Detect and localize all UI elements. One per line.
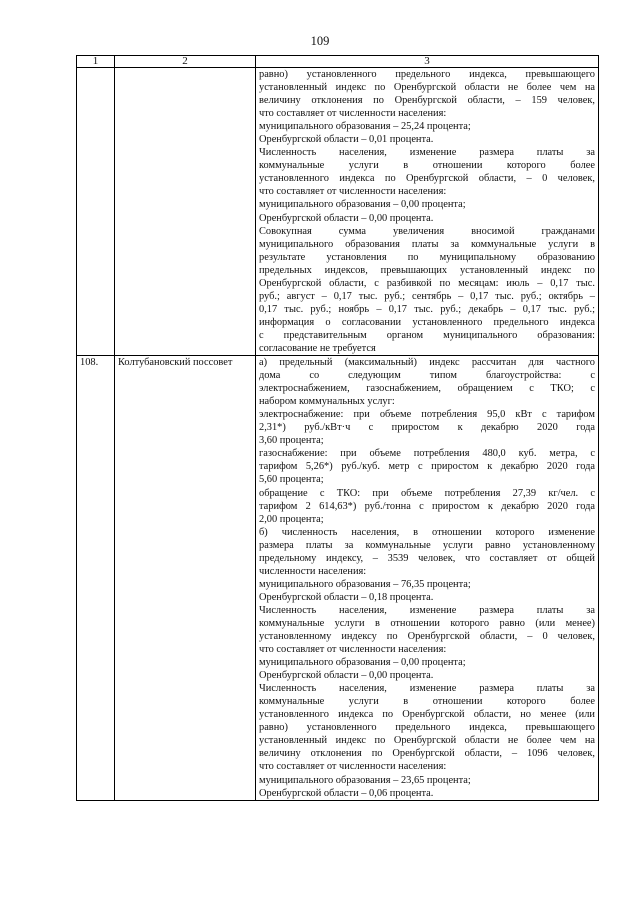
row-name-cell xyxy=(115,68,256,356)
text-line: муниципального образования – 76,35 процента; xyxy=(259,578,471,590)
text-line: что составляет от численности населения: xyxy=(259,644,447,656)
text-line: согласование не требуется xyxy=(259,342,376,354)
row-number-cell xyxy=(77,68,115,356)
row-108-text xyxy=(259,356,595,800)
text-line: что составляет от численности населения: xyxy=(259,108,447,120)
text-line: установленного индекса по Оренбургской области, – 0 человек, xyxy=(259,173,595,185)
text-line: муниципального образования – 0,00 процента; xyxy=(259,657,466,669)
text-line: 0,17 тыс. руб.; ноябрь – 0,17 тыс. руб.; декабрь – 0,17 тыс. руб.; xyxy=(259,303,595,315)
text-line: Оренбургской области – 0,00 процента. xyxy=(259,670,434,682)
text-line: муниципального образования – 23,65 процента; xyxy=(259,774,471,786)
text-line: а) предельный (максимальный) индекс рассчитан для частного xyxy=(259,357,595,369)
text-line: электроснабжением, газоснабжением, обращением с ТКО; с xyxy=(259,383,595,395)
text-line: величину отклонения по Оренбургской области, – 159 человек, xyxy=(259,95,595,107)
text-line: газоснабжение: при объеме потребления 480,0 куб. метра, с xyxy=(259,448,595,460)
text-line: с представительным органом муниципального образования: xyxy=(259,329,595,341)
text-line: Совокупная сумма увеличения вносимой гражданами xyxy=(259,225,595,237)
text-line: что составляет от численности населения: xyxy=(259,186,447,198)
table-row-continuation xyxy=(77,68,599,356)
text-line: что составляет от численности населения: xyxy=(259,761,447,773)
text-line: установленного индекса по Оренбургской области, но менее (или xyxy=(259,709,595,721)
text-line: результате установления по муниципальному образованию xyxy=(259,251,595,263)
text-line: Оренбургской области – 0,01 процента. xyxy=(259,134,434,146)
column-header-1: 1 xyxy=(77,56,115,68)
text-line: равно) установленного предельного индекса, превышающего xyxy=(259,722,595,734)
text-line: установленный индекс по Оренбургской области не более чем на xyxy=(259,82,595,94)
text-line: 3,60 процента; xyxy=(259,435,324,447)
text-line: Оренбургской области – 0,00 процента. xyxy=(259,212,434,224)
table-header-row xyxy=(77,56,599,68)
text-line: б) численность населения, в отношении которого изменение xyxy=(259,526,595,538)
text-line: Численность населения, изменение размера платы за xyxy=(259,147,595,159)
text-line: дома со следующим типом благоустройства: с xyxy=(259,370,595,382)
text-line: размера платы за коммунальные услуги равно установленному xyxy=(259,539,595,551)
page-number: 109 xyxy=(310,34,330,48)
table-row-108 xyxy=(77,356,599,801)
text-line: 5,60 процента; xyxy=(259,474,324,486)
text-line: установленному индексу по Оренбургской области, – 0 человек, xyxy=(259,631,595,643)
text-line: информация о согласовании установленного предельного индекса xyxy=(259,316,595,328)
text-line: набором коммунальных услуг: xyxy=(259,396,395,408)
text-line: обращение с ТКО: при объеме потребления 27,39 кг/чел. с xyxy=(259,487,595,499)
row-number: 108. xyxy=(77,356,115,801)
text-line: тарифом 2 614,63*) руб./тонна с приростом к декабрю 2020 года xyxy=(259,500,595,512)
text-line: величину отклонения по Оренбургской области, – 1096 человек, xyxy=(259,748,595,760)
text-line: равно) установленного предельного индекса, превышающего xyxy=(259,69,595,80)
text-line: 2,31*) руб./кВт·ч с приростом к декабрю 2020 года xyxy=(259,422,595,434)
text-line: тарифом 5,26*) руб./куб. метр с приростом к декабрю 2020 года xyxy=(259,461,595,473)
continuation-text xyxy=(259,68,595,355)
text-line: коммунальные услуги в отношении которого более xyxy=(259,696,595,708)
text-line: Оренбургской области, с разбивкой по месяцам: июль – 0,17 тыс. xyxy=(259,277,595,289)
column-header-3: 3 xyxy=(256,56,599,68)
text-line: коммунальные услуги в отношении которого более xyxy=(259,160,595,172)
column-header-2: 2 xyxy=(115,56,256,68)
text-line: установленный индекс по Оренбургской области не более чем на xyxy=(259,735,595,747)
text-line: муниципального образования платы за коммунальные услуги в xyxy=(259,238,595,250)
text-line: Оренбургской области – 0,18 процента. xyxy=(259,591,434,603)
text-line: численности населения: xyxy=(259,565,367,577)
text-line: руб.; август – 0,17 тыс. руб.; сентябрь – 0,17 тыс. руб.; октябрь – xyxy=(259,290,595,302)
text-line: муниципального образования – 25,24 процента; xyxy=(259,121,471,133)
text-line: предельных индексов, превышающих установленный индекс по xyxy=(259,264,595,276)
text-line: электроснабжение: при объеме потребления 95,0 кВт с тарифом xyxy=(259,409,595,421)
text-line: Численность населения, изменение размера платы за xyxy=(259,683,595,695)
text-line: Численность населения, изменение размера платы за xyxy=(259,604,595,616)
row-text-cell xyxy=(256,68,599,356)
municipality-name: Колтубановский поссовет xyxy=(115,356,256,801)
text-line: предельному индексу, – 3539 человек, что составляет от общей xyxy=(259,552,595,564)
text-line: коммунальные услуги в отношении которого равно (или менее) xyxy=(259,617,595,629)
row-text-cell xyxy=(256,356,599,801)
text-line: Оренбургской области – 0,06 процента. xyxy=(259,787,434,799)
text-line: 2,00 процента; xyxy=(259,513,324,525)
text-line: муниципального образования – 0,00 процента; xyxy=(259,199,466,211)
data-table xyxy=(76,55,599,801)
